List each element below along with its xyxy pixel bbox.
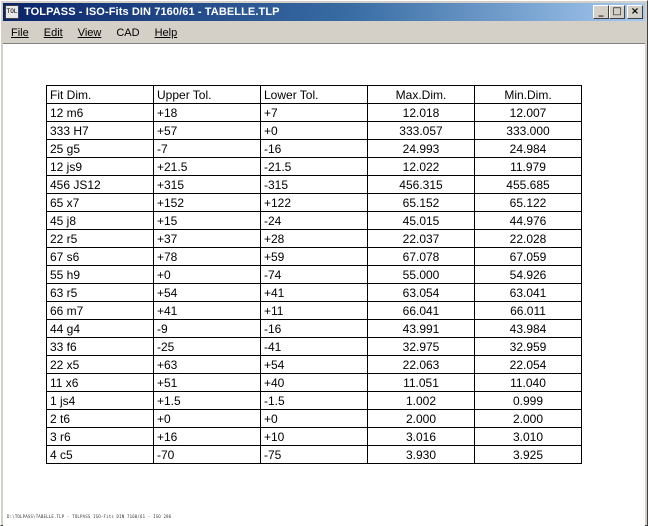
cell-min-dim[interactable]: 2.000 bbox=[475, 410, 582, 428]
table-row[interactable] bbox=[47, 392, 582, 410]
cell-min-dim[interactable]: 66.011 bbox=[475, 302, 582, 320]
cell-min-dim[interactable]: 67.059 bbox=[475, 248, 582, 266]
cell-max-dim[interactable]: 22.063 bbox=[368, 356, 475, 374]
cell-upper-tol[interactable]: +54 bbox=[154, 284, 261, 302]
header-lower-tol: Lower Tol. bbox=[261, 86, 368, 104]
cell-fit-dim[interactable]: 22 x5 bbox=[47, 356, 154, 374]
cell-max-dim[interactable]: 63.054 bbox=[368, 284, 475, 302]
cell-min-dim[interactable]: 3.925 bbox=[475, 446, 582, 464]
cell-max-dim[interactable]: 67.078 bbox=[368, 248, 475, 266]
table-header-row bbox=[47, 86, 582, 104]
cell-fit-dim[interactable]: 12 js9 bbox=[47, 158, 154, 176]
cell-fit-dim[interactable]: 44 g4 bbox=[47, 320, 154, 338]
cell-upper-tol[interactable]: +0 bbox=[154, 266, 261, 284]
cell-lower-tol[interactable]: -74 bbox=[261, 266, 368, 284]
cell-max-dim[interactable]: 32.975 bbox=[368, 338, 475, 356]
cell-upper-tol[interactable]: +78 bbox=[154, 248, 261, 266]
cell-lower-tol[interactable]: +0 bbox=[261, 122, 368, 140]
cell-max-dim[interactable]: 1.002 bbox=[368, 392, 475, 410]
header-min-dim: Min.Dim. bbox=[475, 86, 582, 104]
cell-min-dim[interactable]: 22.028 bbox=[475, 230, 582, 248]
app-icon[interactable]: TOL bbox=[5, 5, 19, 19]
cell-max-dim[interactable]: 456.315 bbox=[368, 176, 475, 194]
cell-fit-dim[interactable]: 66 m7 bbox=[47, 302, 154, 320]
cell-fit-dim[interactable]: 55 h9 bbox=[47, 266, 154, 284]
cell-max-dim[interactable]: 65.152 bbox=[368, 194, 475, 212]
cell-max-dim[interactable]: 3.016 bbox=[368, 428, 475, 446]
cell-lower-tol[interactable]: -75 bbox=[261, 446, 368, 464]
table-row[interactable] bbox=[47, 446, 582, 464]
window-controls bbox=[593, 5, 643, 19]
cell-lower-tol[interactable]: -16 bbox=[261, 140, 368, 158]
cell-fit-dim[interactable]: 63 r5 bbox=[47, 284, 154, 302]
cell-min-dim[interactable]: 22.054 bbox=[475, 356, 582, 374]
cell-min-dim[interactable]: 455.685 bbox=[475, 176, 582, 194]
cell-max-dim[interactable]: 66.041 bbox=[368, 302, 475, 320]
cell-lower-tol[interactable]: -315 bbox=[261, 176, 368, 194]
table-row[interactable] bbox=[47, 338, 582, 356]
cell-max-dim[interactable]: 12.022 bbox=[368, 158, 475, 176]
cell-lower-tol[interactable]: +40 bbox=[261, 374, 368, 392]
table-row[interactable] bbox=[47, 266, 582, 284]
cell-lower-tol[interactable]: -1.5 bbox=[261, 392, 368, 410]
cell-fit-dim[interactable]: 65 x7 bbox=[47, 194, 154, 212]
cell-upper-tol[interactable]: +15 bbox=[154, 212, 261, 230]
cell-lower-tol[interactable]: +10 bbox=[261, 428, 368, 446]
menu-file[interactable]: File bbox=[11, 26, 29, 39]
cell-min-dim[interactable]: 44.976 bbox=[475, 212, 582, 230]
cell-upper-tol[interactable]: +51 bbox=[154, 374, 261, 392]
header-max-dim: Max.Dim. bbox=[368, 86, 475, 104]
table-row[interactable] bbox=[47, 122, 582, 140]
cell-lower-tol[interactable]: -41 bbox=[261, 338, 368, 356]
menu-view[interactable]: View bbox=[77, 26, 102, 39]
cell-lower-tol[interactable]: +11 bbox=[261, 302, 368, 320]
cell-upper-tol[interactable]: +152 bbox=[154, 194, 261, 212]
cell-fit-dim[interactable]: 1 js4 bbox=[47, 392, 154, 410]
cell-min-dim[interactable]: 65.122 bbox=[475, 194, 582, 212]
table-row[interactable] bbox=[47, 158, 582, 176]
cell-lower-tol[interactable]: +122 bbox=[261, 194, 368, 212]
cell-max-dim[interactable]: 2.000 bbox=[368, 410, 475, 428]
menu-edit[interactable]: Edit bbox=[43, 26, 63, 39]
cell-upper-tol[interactable]: +16 bbox=[154, 428, 261, 446]
cell-upper-tol[interactable]: +18 bbox=[154, 104, 261, 122]
cell-fit-dim[interactable]: 456 JS12 bbox=[47, 176, 154, 194]
cell-fit-dim[interactable]: 45 j8 bbox=[47, 212, 154, 230]
cell-max-dim[interactable]: 43.991 bbox=[368, 320, 475, 338]
menu-cad[interactable]: CAD bbox=[116, 26, 140, 39]
header-upper-tol: Upper Tol. bbox=[154, 86, 261, 104]
cell-max-dim[interactable]: 3.930 bbox=[368, 446, 475, 464]
cell-max-dim[interactable]: 24.993 bbox=[368, 140, 475, 158]
table-row[interactable] bbox=[47, 284, 582, 302]
table-row[interactable] bbox=[47, 194, 582, 212]
cell-max-dim[interactable]: 333.057 bbox=[368, 122, 475, 140]
cell-upper-tol[interactable]: +1.5 bbox=[154, 392, 261, 410]
cell-fit-dim[interactable]: 12 m6 bbox=[47, 104, 154, 122]
cell-lower-tol[interactable]: +28 bbox=[261, 230, 368, 248]
cell-lower-tol[interactable]: +0 bbox=[261, 410, 368, 428]
cell-max-dim[interactable]: 11.051 bbox=[368, 374, 475, 392]
cell-fit-dim[interactable]: 25 g5 bbox=[47, 140, 154, 158]
cell-upper-tol[interactable]: +21.5 bbox=[154, 158, 261, 176]
cell-fit-dim[interactable]: 3 r6 bbox=[47, 428, 154, 446]
cell-fit-dim[interactable]: 22 r5 bbox=[47, 230, 154, 248]
cell-upper-tol[interactable]: +57 bbox=[154, 122, 261, 140]
cell-lower-tol[interactable]: +54 bbox=[261, 356, 368, 374]
cell-upper-tol[interactable]: +0 bbox=[154, 410, 261, 428]
cell-min-dim[interactable]: 11.979 bbox=[475, 158, 582, 176]
fits-table bbox=[46, 85, 582, 464]
menu-help[interactable]: Help bbox=[154, 26, 178, 39]
cell-lower-tol[interactable]: -16 bbox=[261, 320, 368, 338]
cell-fit-dim[interactable]: 4 c5 bbox=[47, 446, 154, 464]
cell-min-dim[interactable]: 63.041 bbox=[475, 284, 582, 302]
title-bar[interactable] bbox=[3, 3, 645, 21]
table-row[interactable] bbox=[47, 320, 582, 338]
cell-upper-tol[interactable]: -7 bbox=[154, 140, 261, 158]
cell-min-dim[interactable]: 54.926 bbox=[475, 266, 582, 284]
table-row[interactable] bbox=[47, 374, 582, 392]
cell-upper-tol[interactable]: -9 bbox=[154, 320, 261, 338]
cell-upper-tol[interactable]: +63 bbox=[154, 356, 261, 374]
close-button[interactable]: × bbox=[627, 5, 643, 19]
table-row[interactable] bbox=[47, 212, 582, 230]
table-row[interactable] bbox=[47, 230, 582, 248]
cell-max-dim[interactable]: 12.018 bbox=[368, 104, 475, 122]
cell-fit-dim[interactable]: 67 s6 bbox=[47, 248, 154, 266]
minimize-button[interactable]: _ bbox=[593, 5, 609, 19]
menu-bar bbox=[3, 23, 645, 42]
cell-max-dim[interactable]: 22.037 bbox=[368, 230, 475, 248]
window-title: TOLPASS - ISO-Fits DIN 7160/61 - TABELLE.TLP bbox=[24, 6, 280, 18]
cell-upper-tol[interactable]: -25 bbox=[154, 338, 261, 356]
cell-upper-tol[interactable]: +315 bbox=[154, 176, 261, 194]
header-fit-dim: Fit Dim. bbox=[47, 86, 154, 104]
cell-min-dim[interactable]: 43.984 bbox=[475, 320, 582, 338]
cell-min-dim[interactable]: 11.040 bbox=[475, 374, 582, 392]
cell-min-dim[interactable]: 32.959 bbox=[475, 338, 582, 356]
cell-fit-dim[interactable]: 333 H7 bbox=[47, 122, 154, 140]
cell-fit-dim[interactable]: 2 t6 bbox=[47, 410, 154, 428]
table-row[interactable] bbox=[47, 176, 582, 194]
document-area[interactable] bbox=[3, 43, 645, 526]
cell-min-dim[interactable]: 12.007 bbox=[475, 104, 582, 122]
table-row[interactable] bbox=[47, 356, 582, 374]
cell-min-dim[interactable]: 333.000 bbox=[475, 122, 582, 140]
cell-max-dim[interactable]: 45.015 bbox=[368, 212, 475, 230]
cell-lower-tol[interactable]: -24 bbox=[261, 212, 368, 230]
cell-lower-tol[interactable]: -21.5 bbox=[261, 158, 368, 176]
cell-min-dim[interactable]: 24.984 bbox=[475, 140, 582, 158]
table-row[interactable] bbox=[47, 410, 582, 428]
maximize-button[interactable]: □ bbox=[609, 5, 625, 19]
cell-min-dim[interactable]: 0.999 bbox=[475, 392, 582, 410]
cell-upper-tol[interactable]: -70 bbox=[154, 446, 261, 464]
cell-lower-tol[interactable]: +59 bbox=[261, 248, 368, 266]
cell-upper-tol[interactable]: +37 bbox=[154, 230, 261, 248]
table-row[interactable] bbox=[47, 302, 582, 320]
cell-max-dim[interactable]: 55.000 bbox=[368, 266, 475, 284]
cell-min-dim[interactable]: 3.010 bbox=[475, 428, 582, 446]
table-row[interactable] bbox=[47, 248, 582, 266]
table-row[interactable] bbox=[47, 104, 582, 122]
cell-lower-tol[interactable]: +7 bbox=[261, 104, 368, 122]
table-row[interactable] bbox=[47, 140, 582, 158]
footer-path: D:\TOLPASS\TABELLE.TLP - TOLPASS ISO-Fits DIN 7160/61 - ISO 286 bbox=[7, 514, 172, 519]
cell-upper-tol[interactable]: +41 bbox=[154, 302, 261, 320]
cell-fit-dim[interactable]: 11 x6 bbox=[47, 374, 154, 392]
table-row[interactable] bbox=[47, 428, 582, 446]
cell-lower-tol[interactable]: +41 bbox=[261, 284, 368, 302]
cell-fit-dim[interactable]: 33 f6 bbox=[47, 338, 154, 356]
